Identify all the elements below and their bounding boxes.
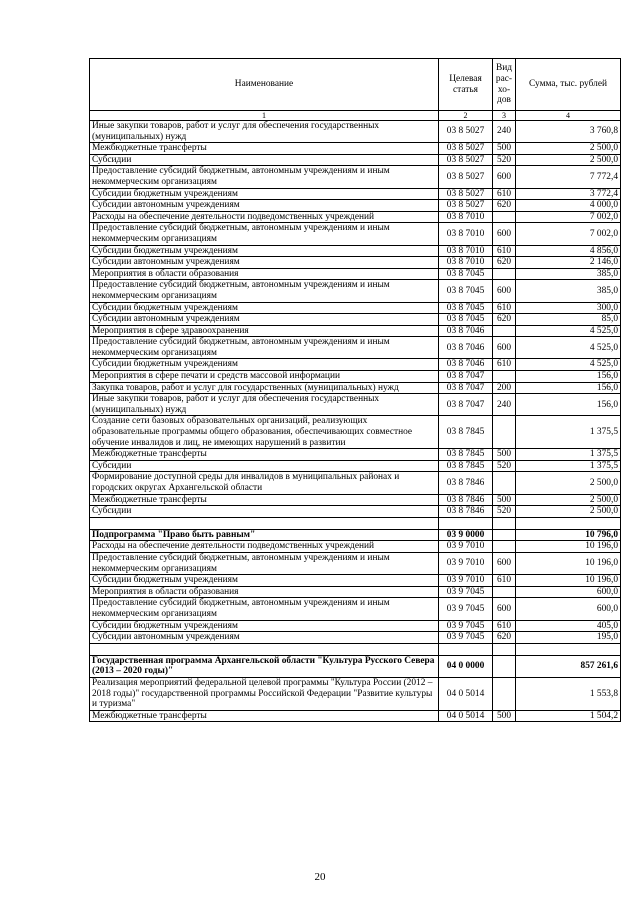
table-row <box>90 314 621 326</box>
header-name: Наименование <box>90 59 439 111</box>
table-row <box>90 710 621 722</box>
cell-expense-type <box>493 211 516 223</box>
cell-expense-type: 610 <box>493 188 516 200</box>
cell-expense-type <box>493 416 516 449</box>
cell-expense-type: 620 <box>493 632 516 644</box>
cell-name: Предоставление субсидий бюджетным, автономным учреждениям и иным некоммерческим организациям <box>90 223 439 245</box>
empty-cell <box>439 517 493 529</box>
cell-sum: 156,0 <box>516 394 621 416</box>
cell-sum: 405,0 <box>516 620 621 632</box>
cell-name: Межбюджетные трансферты <box>90 449 439 461</box>
cell-target: 03 8 7845 <box>439 416 493 449</box>
cell-name: Закупка товаров, работ и услуг для государственных (муниципальных) нужд <box>90 382 439 394</box>
table-row <box>90 257 621 269</box>
cell-target: 03 9 7045 <box>439 632 493 644</box>
empty-cell <box>90 517 439 529</box>
cell-expense-type: 500 <box>493 143 516 155</box>
empty-cell <box>493 517 516 529</box>
table-row <box>90 223 621 245</box>
cell-expense-type: 520 <box>493 460 516 472</box>
cell-expense-type <box>493 325 516 337</box>
cell-expense-type: 600 <box>493 552 516 574</box>
cell-expense-type: 500 <box>493 449 516 461</box>
cell-target: 03 8 5027 <box>439 121 493 143</box>
cell-sum: 1 553,8 <box>516 677 621 710</box>
table-row <box>90 449 621 461</box>
cell-sum: 10 196,0 <box>516 552 621 574</box>
cell-name: Субсидии автономным учреждениям <box>90 200 439 212</box>
cell-expense-type: 610 <box>493 575 516 587</box>
table-row <box>90 472 621 494</box>
cell-target: 03 8 5027 <box>439 200 493 212</box>
cell-target: 03 8 7046 <box>439 337 493 359</box>
cell-name: Предоставление субсидий бюджетным, автономным учреждениям и иным некоммерческим организациям <box>90 552 439 574</box>
cell-expense-type: 520 <box>493 154 516 166</box>
budget-table <box>89 58 621 722</box>
table-row <box>90 143 621 155</box>
column-number: 4 <box>516 111 621 121</box>
empty-cell <box>516 517 621 529</box>
cell-expense-type: 610 <box>493 245 516 257</box>
cell-expense-type: 240 <box>493 394 516 416</box>
cell-expense-type: 620 <box>493 314 516 326</box>
cell-target: 03 8 5027 <box>439 154 493 166</box>
cell-name: Расходы на обеспечение деятельности подведомственных учреждений <box>90 211 439 223</box>
cell-target: 03 8 7047 <box>439 371 493 383</box>
spacer-row <box>90 517 621 529</box>
cell-expense-type: 500 <box>493 494 516 506</box>
cell-target: 03 8 7845 <box>439 449 493 461</box>
cell-expense-type: 200 <box>493 382 516 394</box>
cell-target: 03 8 7846 <box>439 506 493 518</box>
cell-name: Предоставление субсидий бюджетным, автономным учреждениям и иным некоммерческим организациям <box>90 280 439 302</box>
cell-name: Формирование доступной среды для инвалидов в муниципальных районах и городских округах Архангельской области <box>90 472 439 494</box>
cell-expense-type <box>493 677 516 710</box>
cell-name: Межбюджетные трансферты <box>90 494 439 506</box>
empty-cell <box>90 643 439 655</box>
cell-sum: 385,0 <box>516 268 621 280</box>
cell-sum: 385,0 <box>516 280 621 302</box>
table-row <box>90 598 621 620</box>
cell-expense-type: 610 <box>493 359 516 371</box>
cell-target: 03 9 7010 <box>439 541 493 553</box>
cell-target: 03 9 0000 <box>439 529 493 541</box>
cell-sum: 3 760,8 <box>516 121 621 143</box>
table-body <box>90 121 621 722</box>
cell-name: Создание сети базовых образовательных организаций, реализующих образовательные программы общего образования, обеспечивающих совместное обучение инвалидов и лиц, не имеющих нарушений в развитии <box>90 416 439 449</box>
cell-name: Мероприятия в сфере печати и средств массовой информации <box>90 371 439 383</box>
table-row <box>90 460 621 472</box>
table-row <box>90 268 621 280</box>
cell-target: 04 0 5014 <box>439 710 493 722</box>
cell-sum: 10 196,0 <box>516 575 621 587</box>
cell-target: 03 8 7010 <box>439 211 493 223</box>
cell-name: Предоставление субсидий бюджетным, автономным учреждениям и иным некоммерческим организациям <box>90 598 439 620</box>
table-row <box>90 359 621 371</box>
empty-cell <box>493 643 516 655</box>
cell-sum: 7 002,0 <box>516 223 621 245</box>
cell-expense-type: 600 <box>493 337 516 359</box>
cell-target: 03 8 5027 <box>439 188 493 200</box>
cell-sum: 4 525,0 <box>516 325 621 337</box>
table-row <box>90 506 621 518</box>
table-row <box>90 677 621 710</box>
cell-sum: 4 525,0 <box>516 337 621 359</box>
empty-cell <box>439 643 493 655</box>
cell-expense-type <box>493 529 516 541</box>
table-row <box>90 211 621 223</box>
cell-expense-type <box>493 268 516 280</box>
table-row <box>90 121 621 143</box>
cell-sum: 7 772,4 <box>516 166 621 188</box>
cell-expense-type: 520 <box>493 506 516 518</box>
cell-name: Расходы на обеспечение деятельности подведомственных учреждений <box>90 541 439 553</box>
cell-name: Мероприятия в области образования <box>90 586 439 598</box>
cell-expense-type <box>493 541 516 553</box>
cell-sum: 1 375,5 <box>516 449 621 461</box>
cell-target: 03 8 7046 <box>439 359 493 371</box>
column-number: 3 <box>493 111 516 121</box>
cell-sum: 2 500,0 <box>516 506 621 518</box>
table-row <box>90 494 621 506</box>
table-row <box>90 620 621 632</box>
cell-name: Иные закупки товаров, работ и услуг для обеспечения государственных (муниципальных) нужд <box>90 121 439 143</box>
cell-target: 03 8 7045 <box>439 268 493 280</box>
table-row <box>90 552 621 574</box>
cell-name: Межбюджетные трансферты <box>90 143 439 155</box>
table-row <box>90 325 621 337</box>
cell-target: 03 8 7047 <box>439 382 493 394</box>
table-row <box>90 302 621 314</box>
column-numbers-row <box>90 111 621 121</box>
cell-sum: 156,0 <box>516 382 621 394</box>
cell-name: Иные закупки товаров, работ и услуг для обеспечения государственных (муниципальных) нужд <box>90 394 439 416</box>
cell-sum: 156,0 <box>516 371 621 383</box>
cell-sum: 4 856,0 <box>516 245 621 257</box>
cell-name: Подпрограмма "Право быть равным" <box>90 529 439 541</box>
cell-target: 03 8 7010 <box>439 223 493 245</box>
cell-expense-type: 600 <box>493 166 516 188</box>
cell-sum: 195,0 <box>516 632 621 644</box>
table-row <box>90 280 621 302</box>
cell-sum: 857 261,6 <box>516 655 621 677</box>
cell-target: 03 9 7045 <box>439 620 493 632</box>
cell-name: Субсидии бюджетным учреждениям <box>90 302 439 314</box>
cell-sum: 3 772,4 <box>516 188 621 200</box>
table-row <box>90 575 621 587</box>
cell-target: 03 8 7045 <box>439 302 493 314</box>
table-row <box>90 154 621 166</box>
cell-sum: 2 500,0 <box>516 494 621 506</box>
column-number: 1 <box>90 111 439 121</box>
cell-name: Субсидии <box>90 506 439 518</box>
cell-expense-type: 610 <box>493 620 516 632</box>
cell-name: Субсидии автономным учреждениям <box>90 257 439 269</box>
cell-sum: 4 000,0 <box>516 200 621 212</box>
cell-expense-type <box>493 655 516 677</box>
cell-sum: 10 796,0 <box>516 529 621 541</box>
table-row <box>90 337 621 359</box>
column-number: 2 <box>439 111 493 121</box>
cell-expense-type: 610 <box>493 302 516 314</box>
cell-target: 03 8 7846 <box>439 472 493 494</box>
cell-name: Мероприятия в области образования <box>90 268 439 280</box>
cell-sum: 2 500,0 <box>516 143 621 155</box>
cell-target: 03 8 5027 <box>439 166 493 188</box>
table-row <box>90 394 621 416</box>
cell-name: Субсидии <box>90 460 439 472</box>
cell-sum: 300,0 <box>516 302 621 314</box>
cell-expense-type <box>493 586 516 598</box>
cell-target: 03 9 7045 <box>439 586 493 598</box>
table-row <box>90 382 621 394</box>
cell-expense-type <box>493 371 516 383</box>
header-expense-type: Вид рас-хо-дов <box>493 59 516 111</box>
cell-target: 03 9 7010 <box>439 575 493 587</box>
table-row <box>90 166 621 188</box>
table-row <box>90 632 621 644</box>
cell-sum: 7 002,0 <box>516 211 621 223</box>
cell-name: Мероприятия в сфере здравоохранения <box>90 325 439 337</box>
table-row <box>90 200 621 212</box>
table-row <box>90 416 621 449</box>
cell-name: Субсидии <box>90 154 439 166</box>
cell-sum: 2 500,0 <box>516 154 621 166</box>
cell-expense-type: 600 <box>493 280 516 302</box>
cell-sum: 2 146,0 <box>516 257 621 269</box>
cell-name: Субсидии бюджетным учреждениям <box>90 245 439 257</box>
cell-sum: 1 375,5 <box>516 460 621 472</box>
cell-target: 03 8 5027 <box>439 143 493 155</box>
cell-sum: 10 196,0 <box>516 541 621 553</box>
cell-name: Субсидии автономным учреждениям <box>90 632 439 644</box>
page-number: 20 <box>314 871 326 883</box>
cell-name: Предоставление субсидий бюджетным, автономным учреждениям и иным некоммерческим организациям <box>90 337 439 359</box>
cell-name: Субсидии бюджетным учреждениям <box>90 575 439 587</box>
cell-target: 03 8 7046 <box>439 325 493 337</box>
cell-sum: 4 525,0 <box>516 359 621 371</box>
cell-expense-type: 600 <box>493 598 516 620</box>
table-row <box>90 541 621 553</box>
cell-target: 03 9 7010 <box>439 552 493 574</box>
cell-target: 03 8 7045 <box>439 280 493 302</box>
table-row <box>90 188 621 200</box>
cell-target: 04 0 5014 <box>439 677 493 710</box>
cell-name: Государственная программа Архангельской области "Культура Русского Севера (2013 – 2020 годы)" <box>90 655 439 677</box>
cell-name: Предоставление субсидий бюджетным, автономным учреждениям и иным некоммерческим организациям <box>90 166 439 188</box>
cell-sum: 600,0 <box>516 586 621 598</box>
cell-name: Реализация мероприятий федеральной целевой программы "Культура России (2012 – 2018 годы)" государственной программы Российской Федерации "Развитие культуры и туризма" <box>90 677 439 710</box>
cell-name: Субсидии бюджетным учреждениям <box>90 359 439 371</box>
table-row <box>90 586 621 598</box>
cell-sum: 2 500,0 <box>516 472 621 494</box>
cell-expense-type: 620 <box>493 257 516 269</box>
cell-sum: 1 375,5 <box>516 416 621 449</box>
cell-target: 03 8 7045 <box>439 314 493 326</box>
cell-target: 03 8 7047 <box>439 394 493 416</box>
table-row <box>90 529 621 541</box>
cell-target: 03 8 7010 <box>439 257 493 269</box>
cell-target: 03 9 7045 <box>439 598 493 620</box>
table-row <box>90 655 621 677</box>
header-target: Целевая статья <box>439 59 493 111</box>
cell-expense-type: 240 <box>493 121 516 143</box>
cell-target: 04 0 0000 <box>439 655 493 677</box>
cell-name: Субсидии бюджетным учреждениям <box>90 188 439 200</box>
cell-name: Межбюджетные трансферты <box>90 710 439 722</box>
cell-target: 03 8 7845 <box>439 460 493 472</box>
spacer-row <box>90 643 621 655</box>
empty-cell <box>516 643 621 655</box>
cell-sum: 85,0 <box>516 314 621 326</box>
cell-expense-type: 500 <box>493 710 516 722</box>
cell-target: 03 8 7010 <box>439 245 493 257</box>
cell-target: 03 8 7846 <box>439 494 493 506</box>
table-row <box>90 371 621 383</box>
cell-expense-type <box>493 472 516 494</box>
cell-sum: 600,0 <box>516 598 621 620</box>
header-sum: Сумма, тыс. рублей <box>516 59 621 111</box>
cell-expense-type: 620 <box>493 200 516 212</box>
cell-sum: 1 504,2 <box>516 710 621 722</box>
cell-expense-type: 600 <box>493 223 516 245</box>
table-row <box>90 245 621 257</box>
cell-name: Субсидии автономным учреждениям <box>90 314 439 326</box>
cell-name: Субсидии бюджетным учреждениям <box>90 620 439 632</box>
